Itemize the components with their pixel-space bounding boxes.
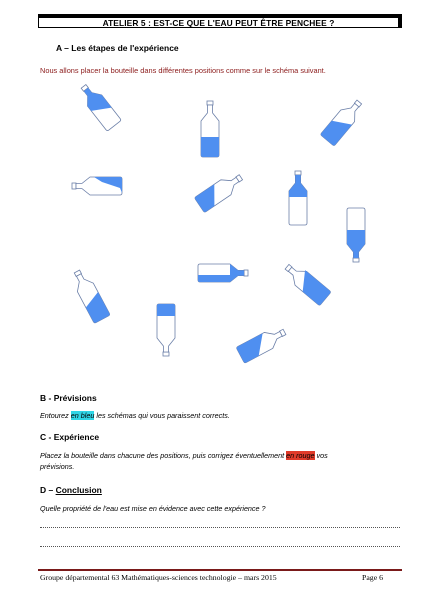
section-c-text — [40, 450, 404, 461]
bottle-4 — [66, 166, 136, 206]
answer-line-2[interactable] — [40, 546, 400, 547]
bottle-6 — [280, 165, 316, 229]
footer-page-number: Page 6 — [362, 573, 384, 582]
bottle-1 — [72, 80, 132, 140]
answer-line-1[interactable] — [40, 527, 400, 528]
section-d-heading — [40, 485, 102, 495]
section-c-highlight: en rouge — [286, 451, 315, 460]
section-c-text-before: Placez la bouteille dans chacune des positions, puis corrigez éventuellement — [40, 451, 287, 460]
title-box — [38, 14, 402, 28]
section-c-heading: C - Expérience — [40, 432, 100, 442]
section-c-text-after: vos — [314, 451, 328, 460]
section-b-heading: B - Prévisions — [40, 393, 97, 403]
bottle-12 — [222, 322, 292, 372]
bottle-2 — [190, 95, 230, 165]
section-b-text-before: Entourez — [40, 411, 71, 420]
section-b-text — [40, 410, 230, 421]
section-d-heading-text: Conclusion — [55, 485, 102, 495]
bottle-11 — [148, 296, 184, 360]
footer-divider — [38, 569, 402, 571]
bottle-8 — [66, 262, 116, 332]
section-b-highlight: en bleu — [70, 411, 95, 420]
footer-left: Groupe départemental 63 Mathématiques-sciences technologie – mars 2015 — [40, 573, 277, 582]
section-b-text-after: les schémas qui vous paraissent corrects. — [94, 411, 230, 420]
section-d-question: Quelle propriété de l'eau est mise en évidence avec cette expérience ? — [40, 504, 266, 513]
section-a-intro: Nous allons placer la bouteille dans différentes positions comme sur le schéma suivant. — [40, 66, 326, 75]
section-a-heading: A – Les étapes de l'expérience — [56, 43, 179, 53]
bottle-10 — [280, 260, 340, 310]
section-d-heading-prefix: D – — [40, 485, 56, 495]
bottle-7 — [338, 200, 374, 266]
page-title: ATELIER 5 : EST-CE QUE L'EAU PEUT ÊTRE PENCHEE ? — [102, 17, 335, 28]
section-c-text-line2: prévisions. — [40, 462, 75, 471]
bottle-9 — [180, 255, 250, 291]
bottle-3 — [310, 95, 370, 155]
bottle-5 — [186, 168, 246, 218]
